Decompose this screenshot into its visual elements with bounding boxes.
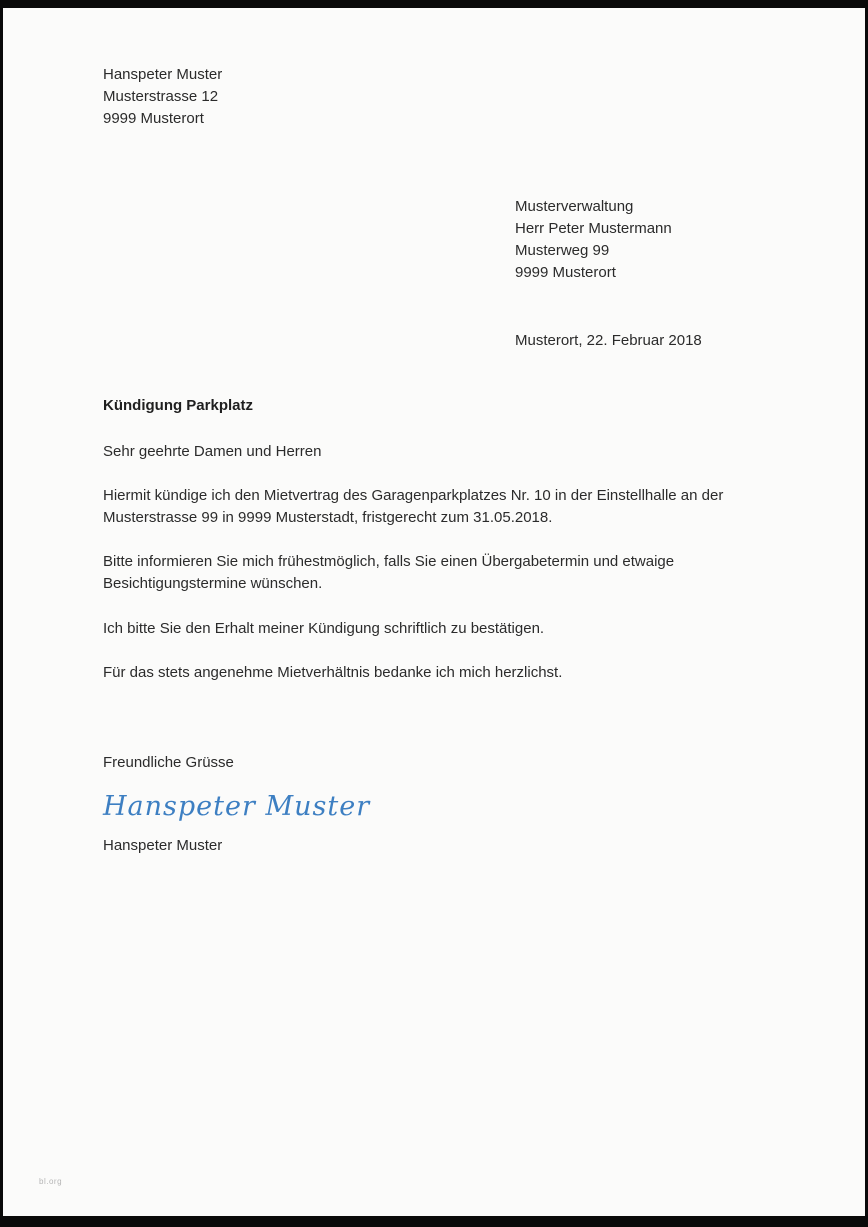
body-paragraph: Hiermit kündige ich den Mietvertrag des Garagenparkplatzes Nr. 10 in der Einstellhalle an der Musterstrasse 99 in 9999 Musterstadt, fristgerecht zum 31.05.2018.: [103, 487, 724, 526]
sender-line: Musterstrasse 12: [103, 88, 219, 105]
closing-line: Freundliche Grüsse: [103, 754, 234, 771]
salutation: Sehr geehrte Damen und Herren: [103, 443, 322, 460]
body-paragraph: Für das stets angenehme Mietverhältnis bedanke ich mich herzlichst.: [103, 664, 563, 681]
sender-address-block: [103, 64, 222, 130]
recipient-line: Musterweg 99: [515, 242, 610, 259]
body-paragraph: Ich bitte Sie den Erhalt meiner Kündigung schriftlich zu bestätigen.: [103, 620, 545, 637]
letter-paper: [3, 8, 865, 1216]
recipient-line: Herr Peter Mustermann: [515, 220, 672, 237]
date-line: Musterort, 22. Februar 2018: [515, 332, 702, 349]
sender-line: Hanspeter Muster: [103, 66, 223, 83]
handwritten-signature: Hanspeter Muster: [103, 791, 371, 822]
signature-printed-name: Hanspeter Muster: [103, 837, 223, 854]
watermark-text: bl.org: [39, 1177, 63, 1186]
recipient-line: Musterverwaltung: [515, 198, 634, 215]
subject-line: Kündigung Parkplatz: [103, 397, 253, 414]
sender-line: 9999 Musterort: [103, 110, 204, 127]
recipient-line: 9999 Musterort: [515, 264, 616, 281]
body-paragraph: Bitte informieren Sie mich frühestmöglich, falls Sie einen Übergabetermin und etwaige Besichtigungstermine wünschen.: [103, 553, 675, 592]
recipient-address-block: [515, 196, 672, 284]
